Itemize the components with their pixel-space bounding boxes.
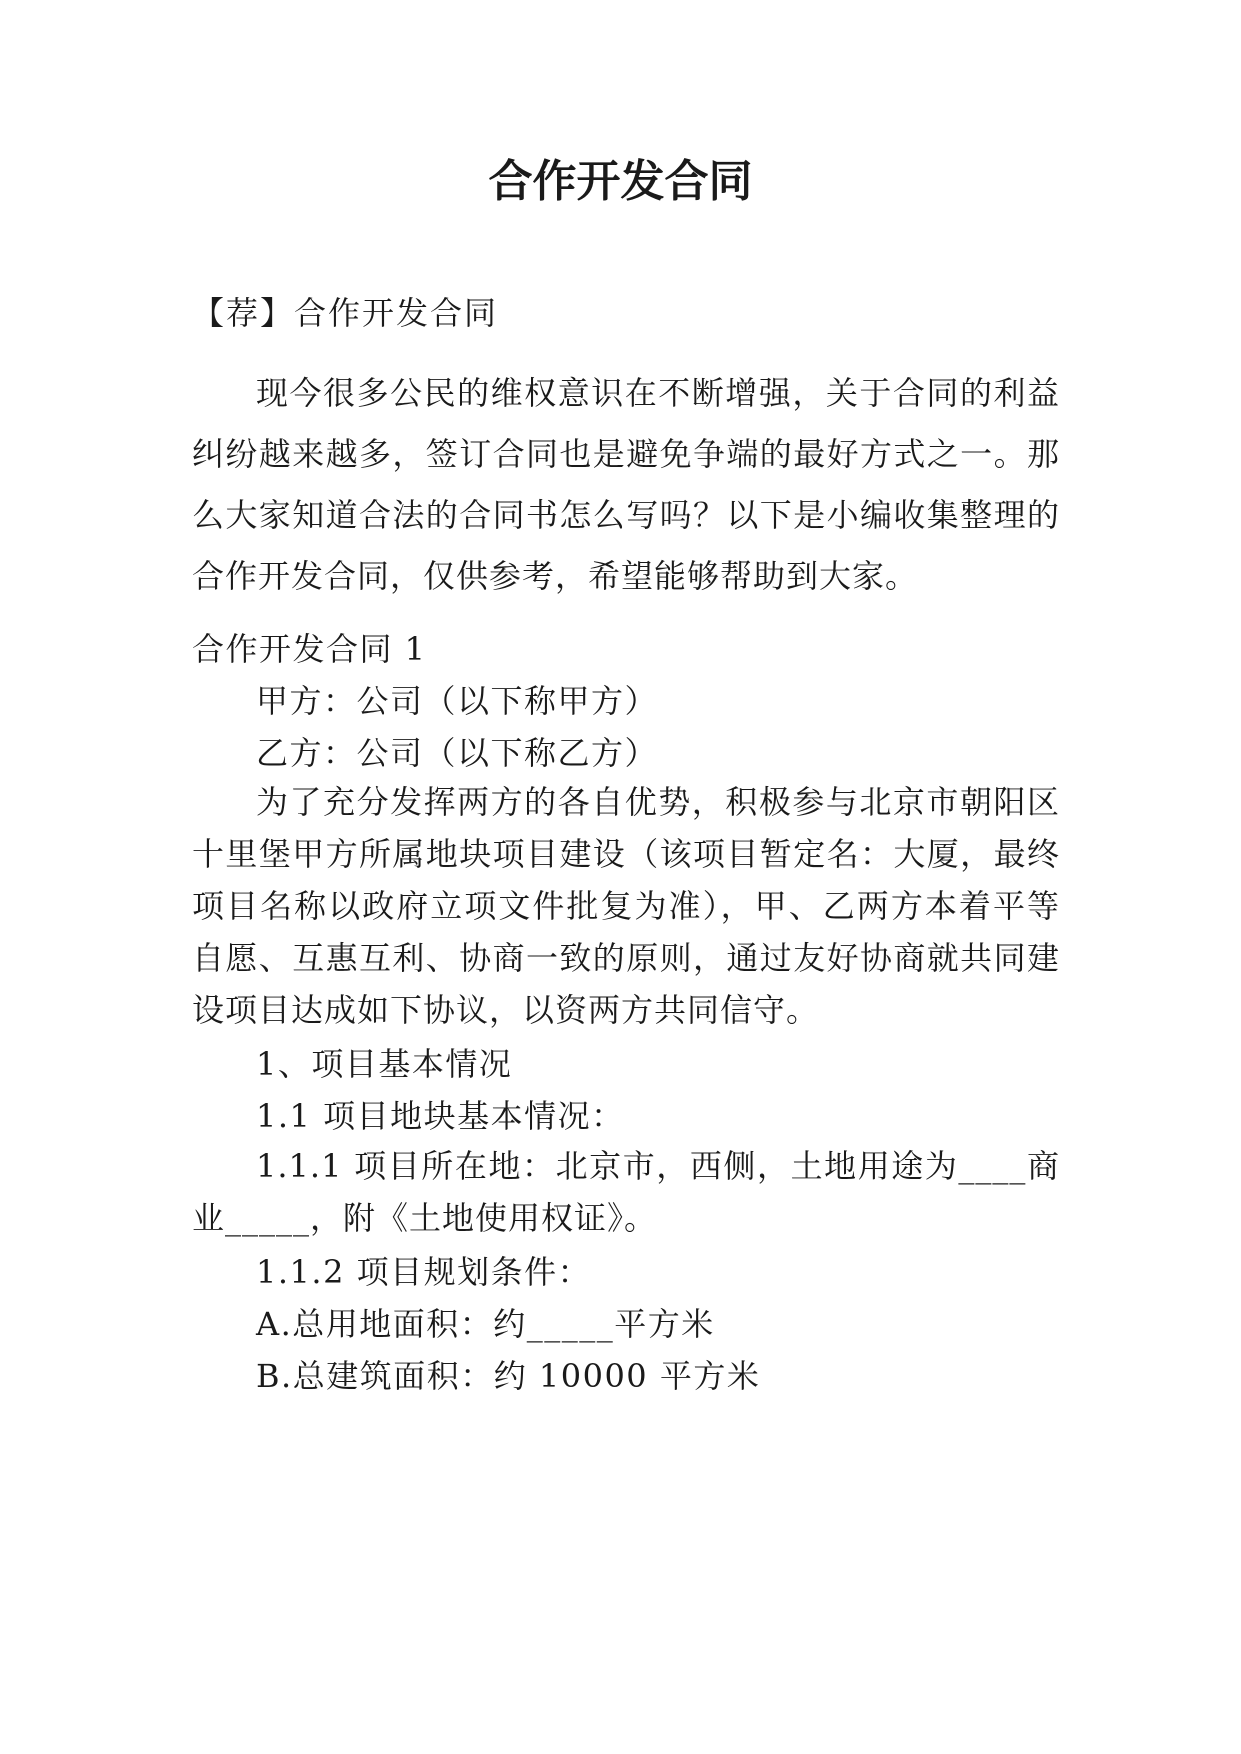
- intro-paragraph: 现今很多公民的维权意识在不断增强，关于合同的利益纠纷越来越多，签订合同也是避免争端的最好方式之一。那么大家知道合法的合同书怎么写吗？以下是小编收集整理的合作开发合同，仅供参考，希望能够帮助到大家。: [192, 374, 1060, 595]
- contract-heading: 合作开发合同 1: [192, 630, 427, 668]
- item-a-line: A.总用地面积：约_____平方米: [256, 1305, 715, 1343]
- document-subtitle: 【荐】合作开发合同: [192, 294, 499, 332]
- section-1-1-2-heading: 1.1.2 项目规划条件：: [256, 1253, 592, 1291]
- document-title: 合作开发合同: [488, 156, 753, 207]
- section-1-1-1-paragraph: 1.1.1 项目所在地：北京市，西侧，土地用途为____商业_____，附《土地使用权证》。: [192, 1147, 1060, 1237]
- item-b-line: B.总建筑面积：约 10000 平方米: [256, 1357, 761, 1395]
- party-a-line: 甲方：公司（以下称甲方）: [256, 682, 659, 720]
- section-1-1-heading: 1.1 项目地块基本情况：: [256, 1097, 625, 1135]
- party-b-line: 乙方：公司（以下称乙方）: [256, 734, 659, 772]
- purpose-paragraph: 为了充分发挥两方的各自优势，积极参与北京市朝阳区十里堡甲方所属地块项目建设（该项目暂定名：大厦，最终项目名称以政府立项文件批复为准），甲、乙两方本着平等自愿、互惠互利、协商一致的原则，通过友好协商就共同建设项目达成如下协议，以资两方共同信守。: [192, 783, 1060, 1029]
- section-1-heading: 1、项目基本情况: [256, 1045, 513, 1083]
